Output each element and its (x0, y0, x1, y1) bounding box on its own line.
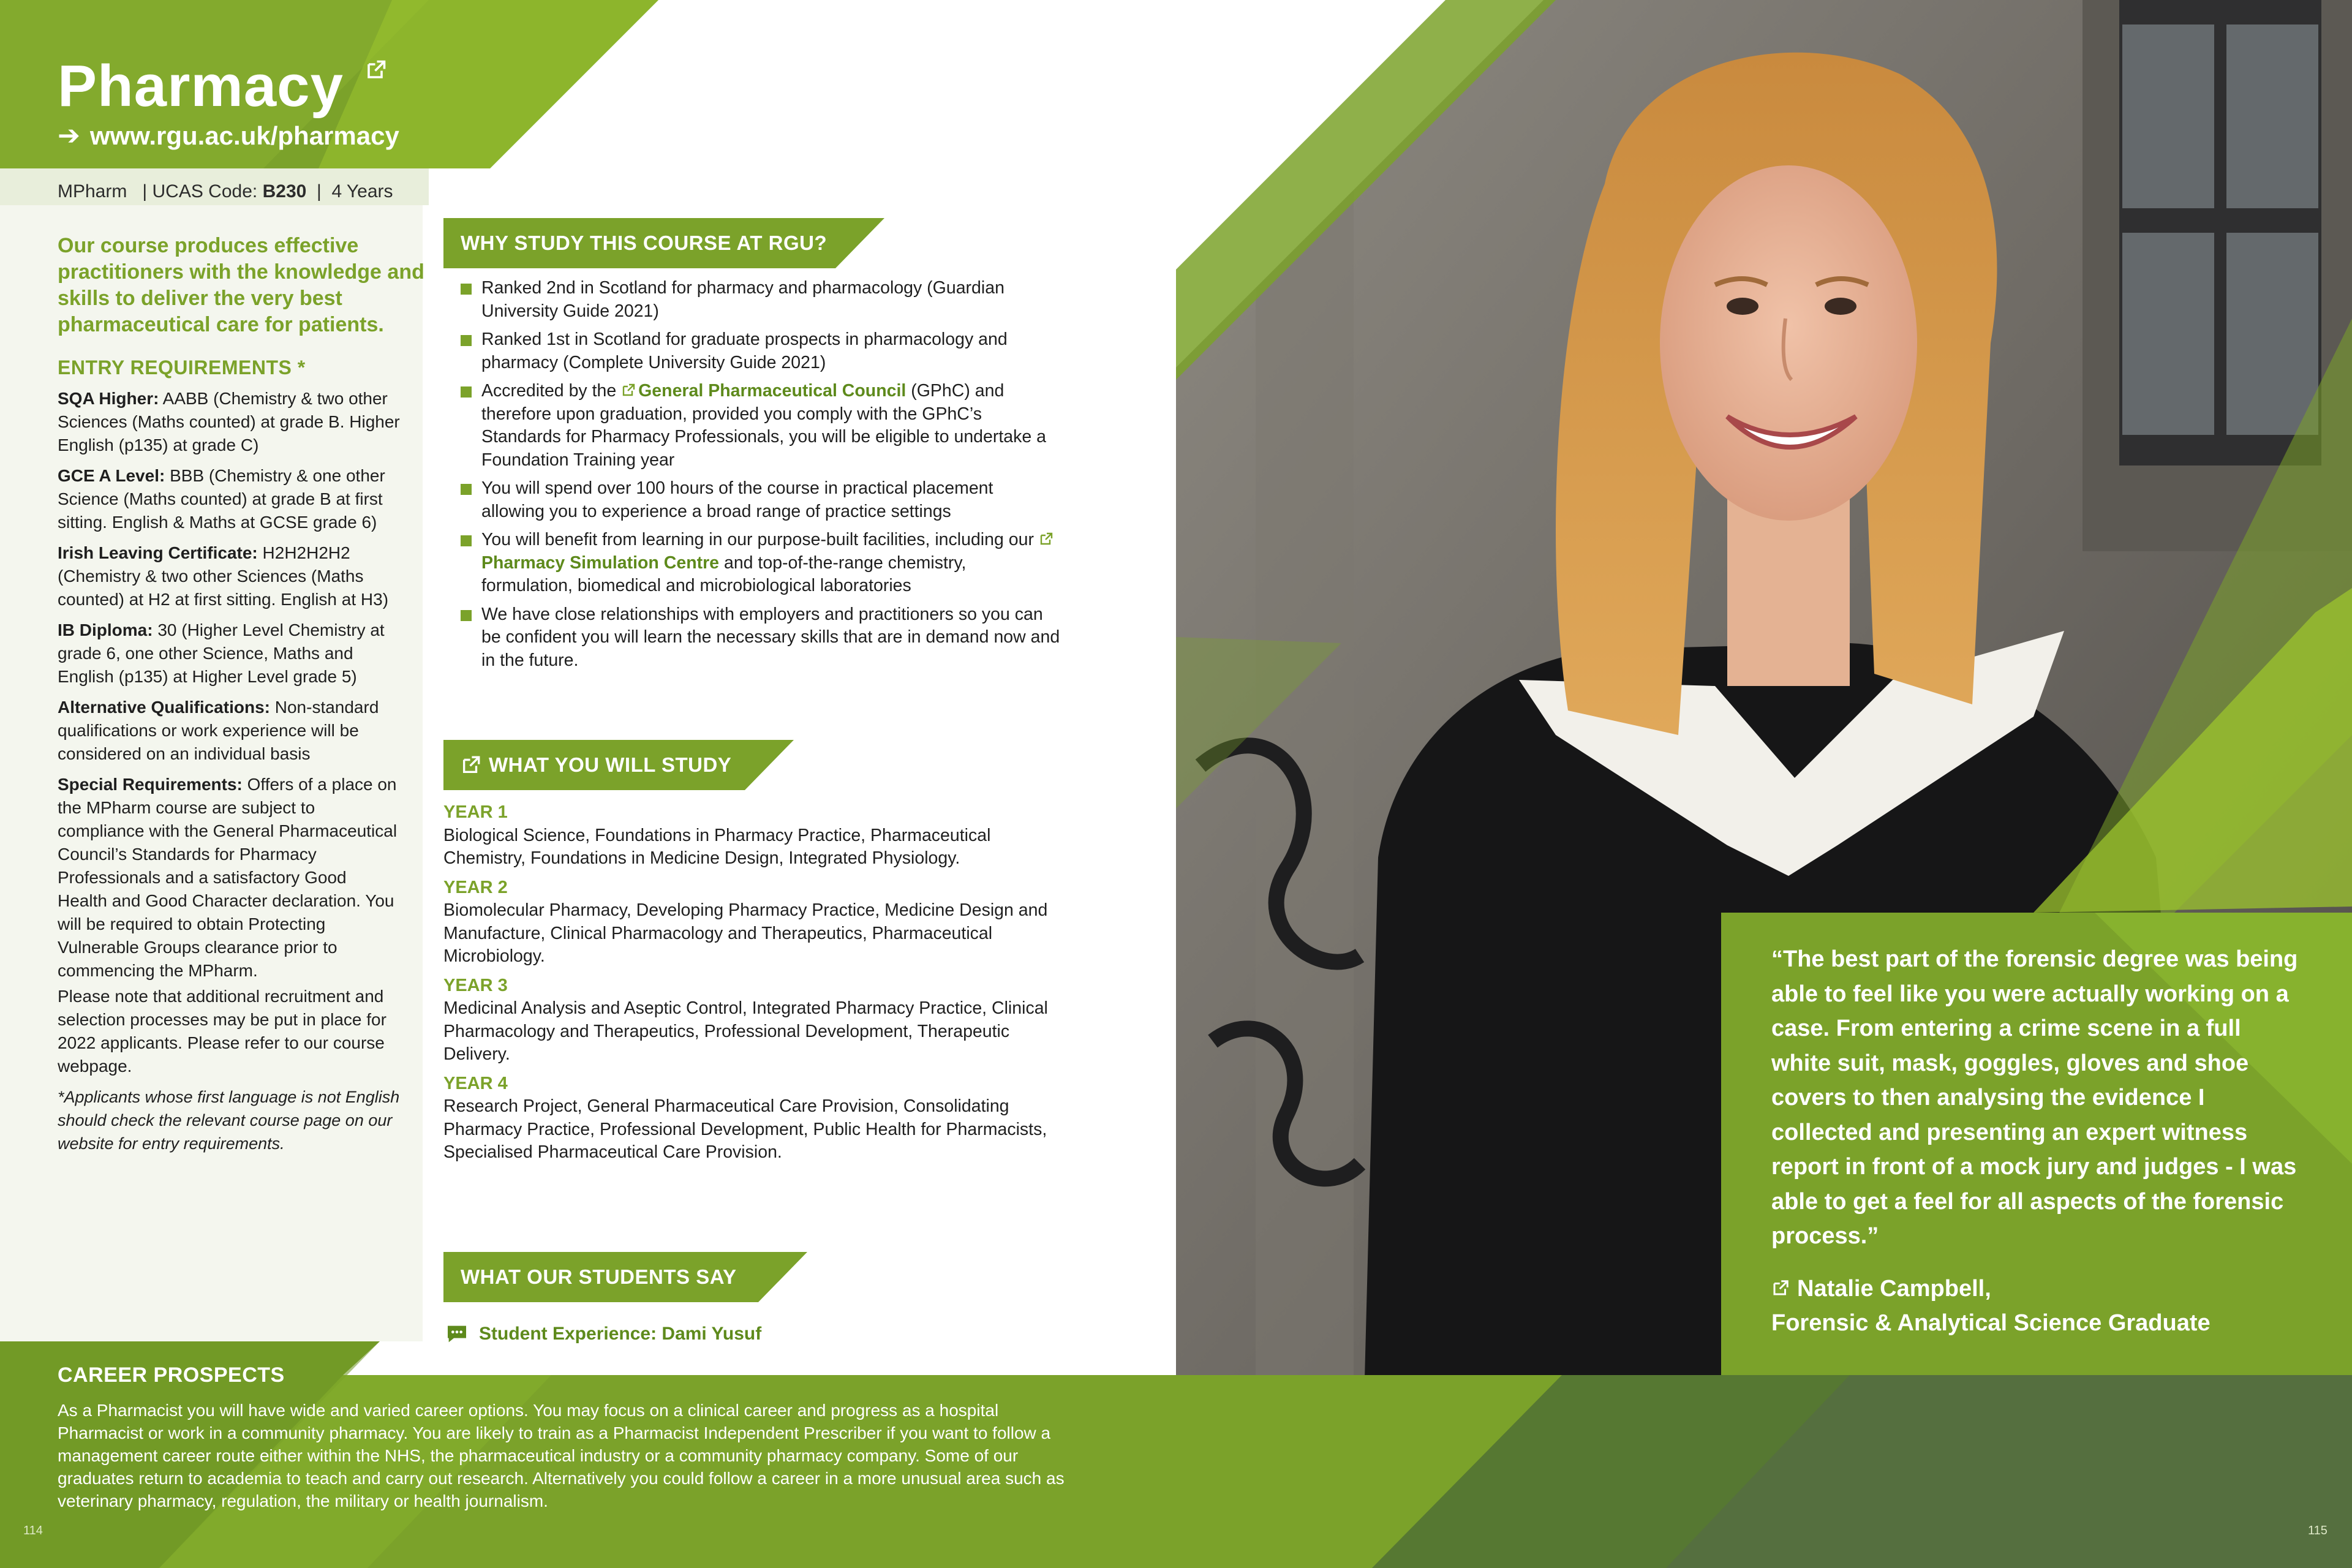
career-prospects-heading: CAREER PROSPECTS (58, 1363, 285, 1387)
gphc-link[interactable] (621, 381, 906, 401)
external-link-icon (1039, 532, 1054, 546)
testimonial-quote: “The best part of the forensic degree was being able to feel like you were actually working on a case. From entering a crime scene in a full white suit, mask, goggles, gloves and shoe covers to then analysing the evidence I collected and presenting an expert witness report in front of a mock jury and judges - I was able to get a feel for all aspects of the forensic process.” (1771, 946, 2298, 1249)
list-item-text: You will spend over 100 hours of the course in practical placement allowing you to experience a broad range of practice settings (481, 478, 993, 521)
course-intro: Our course produces effective practitioners with the knowledge and skills to deliver the very best pharmaceutical care for patients. (58, 234, 424, 336)
req-note: Please note that additional recruitment and selection processes may be put in place for 2022 applicants. Please refer to our course webpage. (58, 987, 386, 1076)
external-link-icon (1771, 1279, 1790, 1297)
req-text: Offers of a place on the MPharm course are subject to compliance with the General Pharmaceutical Council’s Standards for Pharmacy Professionals and a satisfactory Good Health and Good Character declaration. You will be required to obtain Protecting Vulnerable Groups clearance prior to commencing the MPharm. (58, 775, 398, 980)
entry-requirements (58, 387, 401, 1163)
what-our-students-say-heading (443, 1252, 807, 1302)
square-bullet-icon (461, 610, 472, 621)
list-item-text: Accredited by the (481, 381, 622, 401)
year-modules: Biological Science, Foundations in Pharmacy Practice, Pharmaceutical Chemistry, Foundations in Medicine Design, Integrated Physiology. (443, 825, 991, 868)
req-label: IB Diploma: (58, 620, 153, 639)
course-duration: 4 Years (331, 181, 393, 202)
req-ib (58, 619, 401, 688)
year-modules: Biomolecular Pharmacy, Developing Pharmacy Practice, Medicine Design and Manufacture, Clinical Pharmacology and Therapeutics, Pharmaceutical Microbiology. (443, 900, 1048, 966)
page-title: Pharmacy (58, 53, 344, 119)
req-alternative (58, 696, 401, 766)
req-label: Alternative Qualifications: (58, 698, 270, 717)
req-text: 30 (Higher Level Chemistry at grade 6, one other Science, Maths and English (p135) at Higher Level grade 5) (58, 620, 385, 686)
entry-requirements-heading: ENTRY REQUIREMENTS * (58, 356, 306, 379)
ucas-label: UCAS Code: (152, 181, 258, 202)
list-item (461, 529, 1061, 598)
what-you-will-study-heading[interactable] (443, 740, 794, 790)
course-meta: MPharm | UCAS Code: B230 | 4 Years (58, 181, 393, 202)
square-bullet-icon (461, 484, 472, 495)
what-our-students-say-heading-text: WHAT OUR STUDENTS SAY (461, 1265, 737, 1288)
square-bullet-icon (461, 535, 472, 546)
req-text: BBB (Chemistry & one other Science (Maths counted) at grade B at first sitting. English & Maths at GCSE grade 6) (58, 466, 385, 532)
year-label: YEAR 3 (443, 975, 508, 995)
chat-bubble-icon (445, 1322, 469, 1346)
simulation-centre-link-text: Pharmacy Simulation Centre (481, 552, 720, 573)
arrow-right-icon: ➔ (58, 121, 80, 151)
square-bullet-icon (461, 284, 472, 295)
req-text: Non-standard qualifications or work experience will be considered on an individual basis (58, 698, 379, 763)
req-footnote: *Applicants whose first language is not English should check the relevant course page on our website for entry requirements. (58, 1088, 400, 1153)
course-url-link[interactable] (58, 120, 399, 151)
req-sqa (58, 387, 401, 457)
year-label: YEAR 2 (443, 877, 508, 897)
why-study-list (461, 277, 1061, 677)
year-modules: Research Project, General Pharmaceutical Care Provision, Consolidating Pharmacy Practice, Professional Development, Public Health for Pharmacists, Specialised Pharmaceutical Care Provision. (443, 1096, 1047, 1162)
list-item-text: We have close relationships with employers and practitioners so you can be confident you will learn the necessary skills that are in demand now and in the future. (481, 604, 1060, 670)
what-you-will-study-heading-text: WHAT YOU WILL STUDY (489, 753, 732, 776)
list-item (461, 380, 1061, 472)
page-number-left: 114 (23, 1524, 43, 1537)
testimonial-author-role: Forensic & Analytical Science Graduate (1771, 1310, 2211, 1336)
req-label: GCE A Level: (58, 466, 165, 485)
req-special (58, 773, 401, 982)
req-label: Irish Leaving Certificate: (58, 543, 258, 562)
req-text: AABB (Chemistry & two other Sciences (Maths counted) at grade B. Higher English (p135) at grade C) (58, 389, 400, 454)
year-modules: Medicinal Analysis and Aseptic Control, Integrated Pharmacy Practice, Clinical Pharmacology and Therapeutics, Professional Development, Therapeutic Delivery. (443, 998, 1048, 1064)
year-label: YEAR 1 (443, 802, 508, 822)
year-label: YEAR 4 (443, 1073, 508, 1093)
req-irish (58, 541, 401, 611)
square-bullet-icon (461, 386, 472, 398)
student-experience-link-text: Student Experience: Dami Yusuf (479, 1324, 762, 1344)
testimonial-author-name: Natalie Campbell, (1797, 1276, 1991, 1302)
degree-name: MPharm (58, 181, 127, 202)
req-label: Special Requirements: (58, 775, 243, 794)
list-item-text: Ranked 1st in Scotland for graduate prospects in pharmacology and pharmacy (Complete University Guide 2021) (481, 330, 1008, 372)
why-study-heading-text: WHY STUDY THIS COURSE AT RGU? (461, 232, 827, 254)
ucas-code: B230 (262, 181, 307, 202)
page-number-right: 115 (2308, 1524, 2328, 1537)
req-text: H2H2H2H2 (Chemistry & two other Sciences (Maths counted) at H2 at first sitting. English at H3) (58, 543, 389, 609)
list-item (461, 277, 1061, 323)
list-item-text: Ranked 2nd in Scotland for pharmacy and pharmacology (Guardian University Guide 2021) (481, 278, 1005, 321)
student-experience-link[interactable] (445, 1322, 761, 1346)
external-link-icon[interactable] (365, 59, 387, 81)
list-item-text: You will benefit from learning in our purpose-built facilities, including our (481, 530, 1039, 549)
req-label: SQA Higher: (58, 389, 159, 408)
testimonial-author[interactable] (1771, 1272, 2304, 1340)
gphc-link-text: General Pharmaceutical Council (638, 381, 907, 401)
list-item-text: (GPhC) and therefore upon graduation, provided you comply with the GPhC’s Standards for Pharmacy Professionals, you will be eligible to undertake a Foundation Training year (481, 381, 1046, 470)
study-years (443, 799, 1056, 1170)
testimonial-author-name-row (1771, 1272, 2304, 1306)
list-item-text: and top-of-the-range chemistry, formulation, biomedical and microbiological laboratories (481, 552, 967, 595)
list-item (461, 603, 1061, 673)
external-link-icon (621, 383, 636, 398)
list-item (461, 477, 1061, 523)
course-url: www.rgu.ac.uk/pharmacy (89, 121, 399, 150)
req-gce (58, 464, 401, 534)
why-study-heading (443, 218, 884, 268)
career-prospects-text: As a Pharmacist you will have wide and varied career options. You may focus on a clinical career and progress as a hospital Pharmacist or work in a community pharmacy. You are likely to train as a Pharmacist Independent Prescriber if you want to follow a management career route either within the NHS, the pharmaceutical industry or a community pharmacy company. Some of our graduates return to academia to teach and carry out research. Alternatively you could follow a career in a more unusual area such as veterinary pharmacy, regulation, the military or health journalism. (58, 1401, 1065, 1510)
external-link-icon (461, 755, 481, 775)
square-bullet-icon (461, 335, 472, 346)
list-item (461, 328, 1061, 374)
